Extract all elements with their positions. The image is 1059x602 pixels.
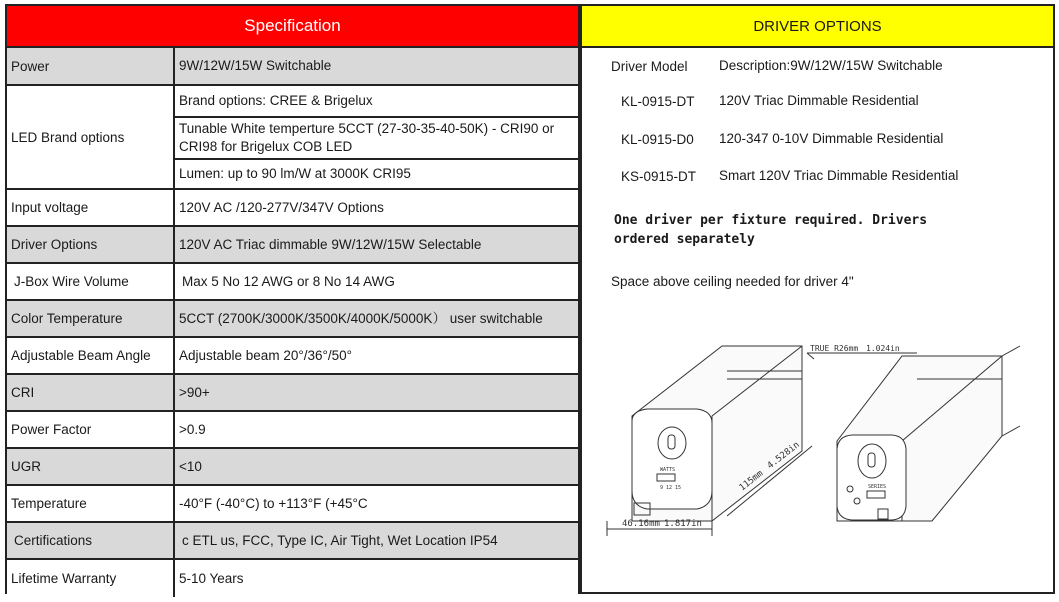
spec-row-jbox bbox=[7, 264, 578, 301]
spec-row-temperature bbox=[7, 486, 578, 523]
spec-label: Temperature bbox=[7, 486, 175, 521]
spec-label: J-Box Wire Volume bbox=[7, 264, 175, 299]
driver-model: KL-0915-DT bbox=[621, 94, 695, 109]
driver-description: 120-347 0-10V Dimmable Residential bbox=[719, 131, 944, 146]
spec-row-beam-angle bbox=[7, 338, 578, 375]
driver-model: KL-0915-D0 bbox=[621, 132, 694, 147]
spec-label: UGR bbox=[7, 449, 175, 484]
ceiling-space-note: Space above ceiling needed for driver 4" bbox=[611, 274, 854, 289]
spec-value-group bbox=[175, 86, 578, 188]
spec-row-driver-options bbox=[7, 227, 578, 264]
spec-value: Tunable White temperture 5CCT (27-30-35-40-50K) - CRI90 or CRI98 for Brigelux COB LED bbox=[175, 118, 578, 159]
spec-label: Lifetime Warranty bbox=[7, 560, 175, 597]
width-dimension: 46.16mm bbox=[622, 519, 660, 529]
length-dimension: 115mm bbox=[737, 468, 766, 494]
spec-value: Max 5 No 12 AWG or 8 No 14 AWG bbox=[175, 264, 578, 299]
spec-label: LED Brand options bbox=[7, 86, 175, 188]
spec-row-power-factor bbox=[7, 412, 578, 449]
spec-label: CRI bbox=[7, 375, 175, 410]
spec-value: <10 bbox=[175, 449, 578, 484]
spec-value: Adjustable beam 20°/36°/50° bbox=[175, 338, 578, 373]
spec-value: >0.9 bbox=[175, 412, 578, 447]
specification-title: Specification bbox=[7, 6, 578, 48]
spec-label: Input voltage bbox=[7, 190, 175, 225]
spec-value: 5CCT (2700K/3000K/3500K/4000K/5000K） user switchable bbox=[175, 301, 578, 336]
length-dimension-inch: 4.528in bbox=[765, 440, 802, 472]
spec-label: Adjustable Beam Angle bbox=[7, 338, 175, 373]
spec-row-warranty bbox=[7, 560, 578, 597]
spec-row-ugr bbox=[7, 449, 578, 486]
driver-required-note: One driver per fixture required. Drivers ordered separately bbox=[614, 213, 928, 247]
spec-label: Driver Options bbox=[7, 227, 175, 262]
driver-options-panel bbox=[580, 4, 1055, 594]
driver-technical-drawing bbox=[602, 331, 1032, 546]
spec-row-led-brand bbox=[7, 86, 578, 190]
driver-description: Smart 120V Triac Dimmable Residential bbox=[719, 168, 959, 183]
driver-description-header: Description:9W/12W/15W Switchable bbox=[719, 58, 943, 73]
spec-value: c ETL us, FCC, Type IC, Air Tight, Wet Location IP54 bbox=[175, 523, 578, 558]
spec-label: Power bbox=[7, 48, 175, 84]
specification-table bbox=[5, 4, 580, 594]
radius-dimension: TRUE R26mm bbox=[810, 344, 859, 353]
driver-description: 120V Triac Dimmable Residential bbox=[719, 93, 919, 108]
spec-row-power bbox=[7, 48, 578, 86]
driver-model: KS-0915-DT bbox=[621, 169, 697, 184]
plate-text: WATTS bbox=[660, 467, 676, 473]
spec-row-cri bbox=[7, 375, 578, 412]
spec-value: 5-10 Years bbox=[175, 560, 578, 597]
width-dimension-inch: 1.817in bbox=[664, 519, 702, 529]
spec-value: 120V AC Triac dimmable 9W/12W/15W Selectable bbox=[175, 227, 578, 262]
plate-text: 9 12 15 bbox=[660, 485, 682, 491]
radius-dimension-inch: 1.024in bbox=[866, 344, 900, 353]
spec-value: >90+ bbox=[175, 375, 578, 410]
driver-model-header: Driver Model bbox=[611, 59, 688, 74]
spec-value: -40°F (-40°C) to +113°F (+45°C bbox=[175, 486, 578, 521]
spec-label: Color Temperature bbox=[7, 301, 175, 336]
spec-label: Certifications bbox=[7, 523, 175, 558]
spec-row-certifications bbox=[7, 523, 578, 560]
spec-row-input-voltage bbox=[7, 190, 578, 227]
spec-value: Lumen: up to 90 lm/W at 3000K CRI95 bbox=[179, 165, 411, 181]
spec-value: 9W/12W/15W Switchable bbox=[175, 48, 578, 84]
spec-value: Brand options: CREE & Brigelux bbox=[175, 86, 578, 118]
plate-text: SERIES bbox=[868, 484, 887, 490]
spec-value: 120V AC /120-277V/347V Options bbox=[175, 190, 578, 225]
driver-options-title: DRIVER OPTIONS bbox=[582, 6, 1053, 48]
spec-row-color-temperature bbox=[7, 301, 578, 338]
spec-label: Power Factor bbox=[7, 412, 175, 447]
